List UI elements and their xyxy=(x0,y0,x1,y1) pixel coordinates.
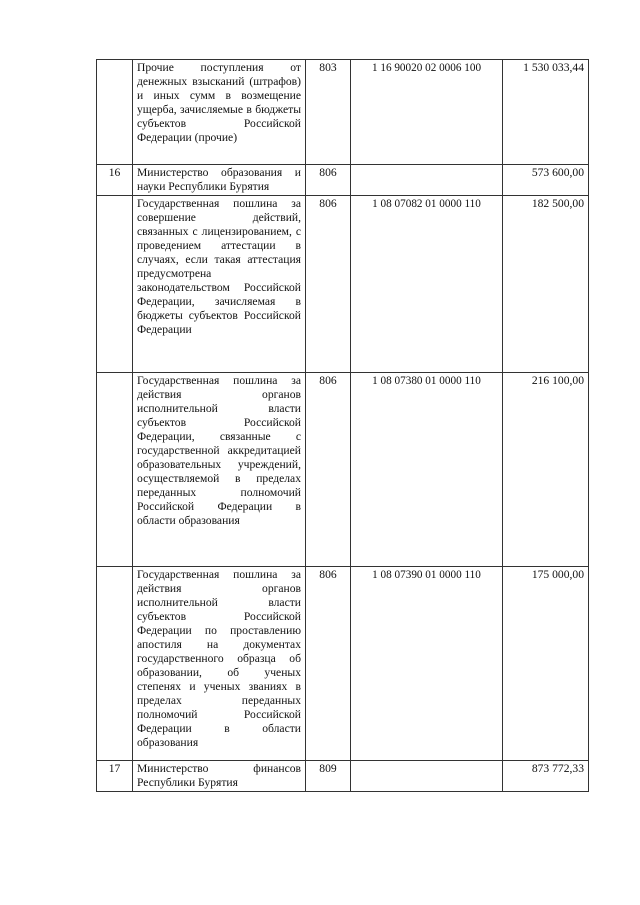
row-description: Министерство финансов Республики Бурятия xyxy=(133,761,306,792)
row-number xyxy=(97,373,133,567)
row-amount: 216 100,00 xyxy=(503,373,589,567)
admin-code: 809 xyxy=(306,761,351,792)
row-amount: 1 530 033,44 xyxy=(503,60,589,165)
budget-class-code: 1 16 90020 02 0006 100 xyxy=(351,60,503,165)
row-number: 16 xyxy=(97,165,133,196)
row-description: Государственная пошлина за действия органов исполнительной власти субъектов Российской Федерации по проставлению апостиля на документах государственного образца об образовании, об ученых степенях и ученых званиях в пределах переданных полномочий Российской Федерации в области образования xyxy=(133,567,306,761)
table-row xyxy=(97,165,589,196)
table-row xyxy=(97,196,589,373)
row-description: Прочие поступления от денежных взысканий (штрафов) и иных сумм в возмещение ущерба, зачисляемые в бюджеты субъектов Российской Федерации (прочие) xyxy=(133,60,306,165)
budget-class-code: 1 08 07380 01 0000 110 xyxy=(351,373,503,567)
budget-class-code xyxy=(351,761,503,792)
row-amount: 182 500,00 xyxy=(503,196,589,373)
row-amount: 873 772,33 xyxy=(503,761,589,792)
admin-code: 806 xyxy=(306,373,351,567)
row-number xyxy=(97,60,133,165)
admin-code: 806 xyxy=(306,567,351,761)
row-description: Государственная пошлина за совершение действий, связанных с лицензированием, с проведением аттестации в случаях, если такая аттестация предусмотрена законодательством Российской Федерации, зачисляемая в бюджеты субъектов Российской Федерации xyxy=(133,196,306,373)
table-row xyxy=(97,60,589,165)
admin-code: 806 xyxy=(306,165,351,196)
row-amount: 175 000,00 xyxy=(503,567,589,761)
row-description: Государственная пошлина за действия органов исполнительной власти субъектов Российской Федерации, связанные с государственной аккредитацией образовательных учреждений, осуществляемой в пределах переданных полномочий Российской Федерации в области образования xyxy=(133,373,306,567)
row-number: 17 xyxy=(97,761,133,792)
admin-code: 806 xyxy=(306,196,351,373)
row-amount: 573 600,00 xyxy=(503,165,589,196)
table-row xyxy=(97,567,589,761)
admin-code: 803 xyxy=(306,60,351,165)
table-row xyxy=(97,373,589,567)
row-description: Министерство образования и науки Республики Бурятия xyxy=(133,165,306,196)
row-number xyxy=(97,196,133,373)
row-number xyxy=(97,567,133,761)
budget-class-code xyxy=(351,165,503,196)
budget-class-code: 1 08 07082 01 0000 110 xyxy=(351,196,503,373)
revenue-table xyxy=(96,59,589,792)
budget-class-code: 1 08 07390 01 0000 110 xyxy=(351,567,503,761)
table-row xyxy=(97,761,589,792)
